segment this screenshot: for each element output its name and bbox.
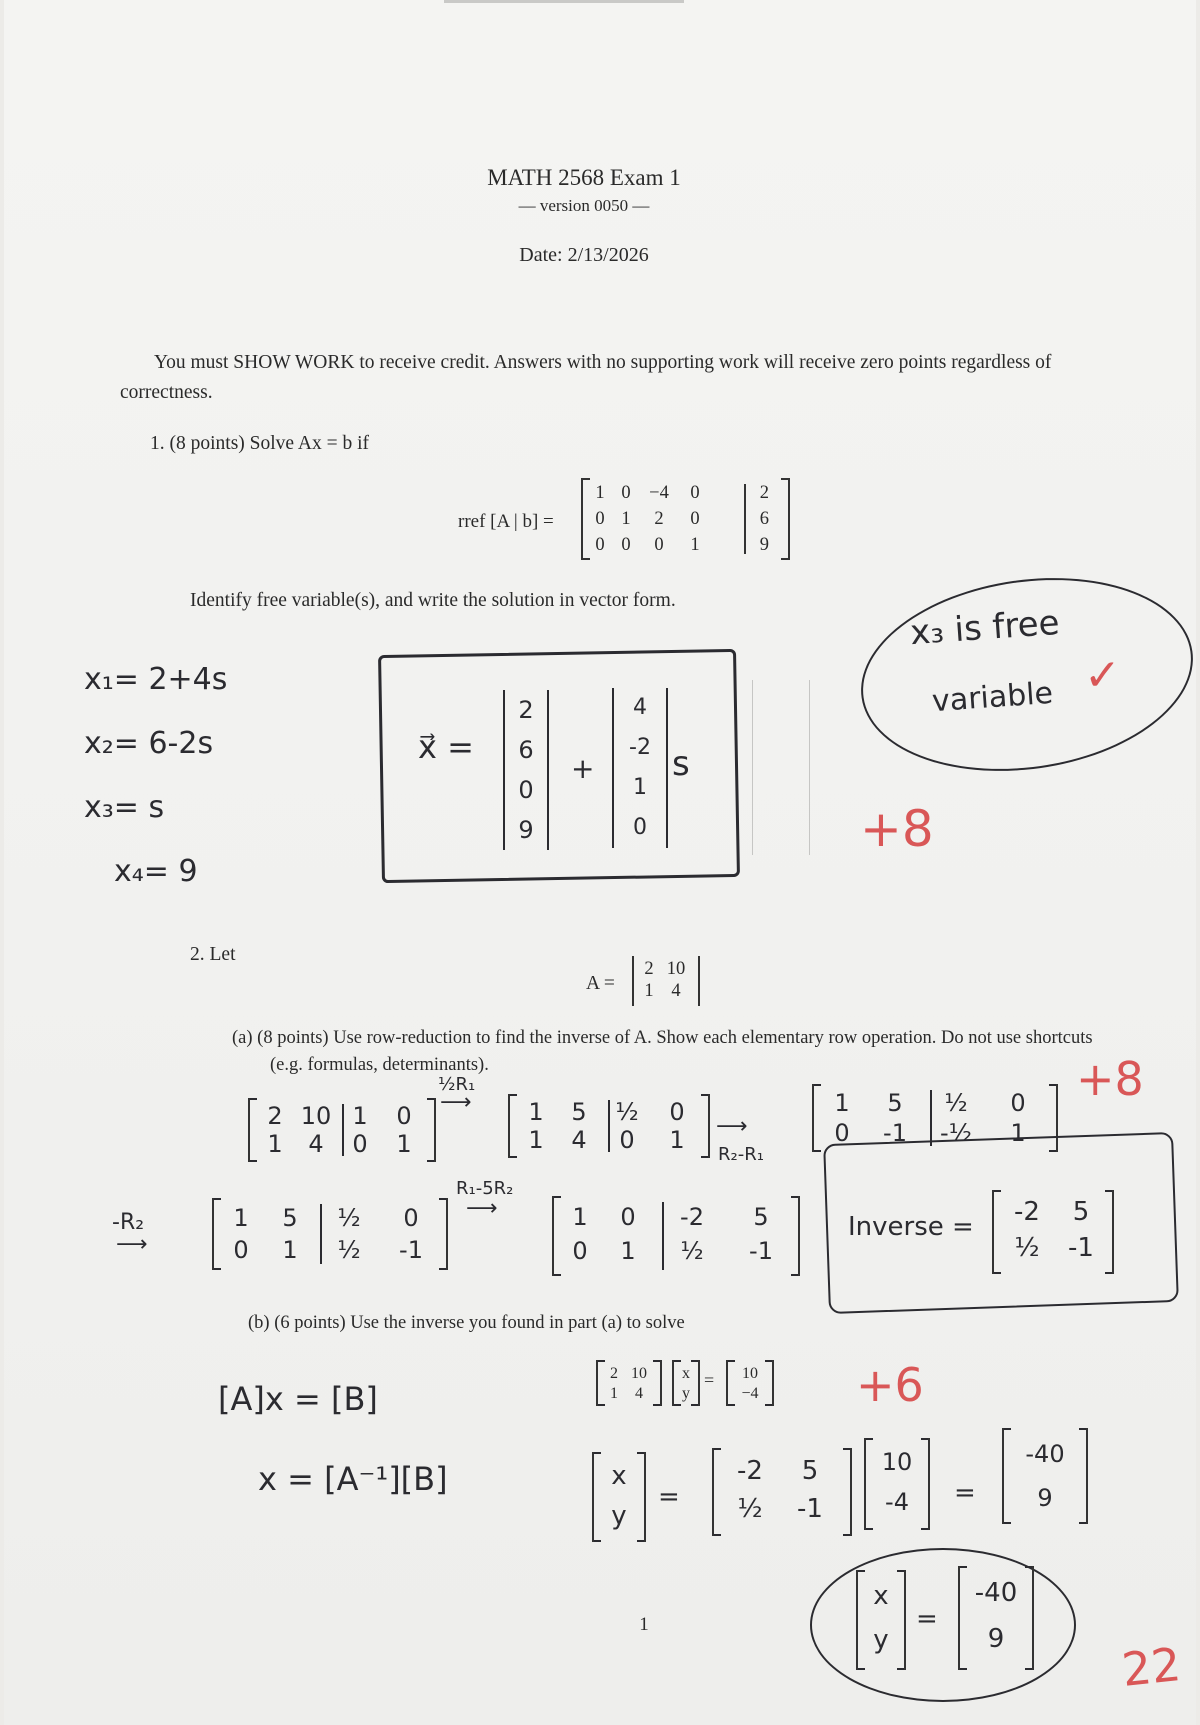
- matrix-cell: 4: [308, 1130, 324, 1158]
- equals-2: =: [954, 1478, 976, 1508]
- matrix-cell: y: [873, 1625, 889, 1655]
- bracket-cap: [897, 1668, 904, 1670]
- matrix-cell: 0: [403, 1204, 419, 1232]
- bracket-cap: [598, 1360, 605, 1362]
- bracket-cap: [594, 1540, 601, 1542]
- part-a-prompt: (a) (8 points) Use row-reduction to find the inverse of A. Show each elementary row operation. Do not use shortcuts (e.g. formulas, determinants).: [232, 1028, 1093, 1075]
- matrix-cell: y: [611, 1501, 627, 1531]
- bracket-cap: [960, 1566, 967, 1568]
- part-b-line-2: x = [A⁻¹][B]: [258, 1460, 448, 1498]
- free-var-note-2: variable: [930, 675, 1055, 720]
- matrix-cell: 1: [669, 1126, 685, 1154]
- rref-cell: 9: [759, 535, 769, 555]
- matrix-cell: -2: [1014, 1197, 1040, 1227]
- system-b-vector: [726, 1360, 774, 1406]
- bracket-cap: [1004, 1522, 1011, 1524]
- bracket-cap: [427, 1160, 434, 1162]
- inverse-matrix: [992, 1190, 1114, 1274]
- bracket-cap: [791, 1274, 798, 1276]
- bracket-cap: [994, 1272, 1001, 1274]
- matrix-cell: 1: [352, 1102, 368, 1130]
- bracket-cap: [510, 1156, 517, 1158]
- A-matrix: [632, 956, 700, 1006]
- matrix-cell: ½: [944, 1089, 968, 1117]
- exam-page: [4, 0, 1196, 1725]
- xy-vector: [592, 1452, 646, 1542]
- matrix-cell: ½: [680, 1237, 704, 1265]
- rref-cell: 0: [690, 483, 700, 503]
- bracket-cap: [728, 1360, 735, 1362]
- exam-title: MATH 2568 Exam 1: [487, 165, 681, 190]
- augment-bar: [320, 1204, 322, 1264]
- bracket-cap: [250, 1160, 257, 1162]
- vector-b: 4 -2 1 0: [612, 688, 668, 848]
- rref-cell: 0: [621, 535, 631, 555]
- matrix-step-4: [212, 1198, 448, 1270]
- matrix-cell: -1: [883, 1119, 907, 1147]
- matrix-cell: ½: [337, 1236, 361, 1264]
- matrix-cell: -2: [737, 1456, 763, 1486]
- matrix-cell: 10: [881, 1448, 913, 1476]
- bracket-cap: [1105, 1190, 1112, 1192]
- vector-plus: +: [571, 752, 595, 785]
- bracket-cap: [214, 1268, 221, 1270]
- matrix-cell: 0: [619, 1126, 635, 1154]
- bracket-cap: [843, 1534, 850, 1536]
- vector-a: 2 6 0 9: [503, 690, 549, 850]
- op-r2-minus-r1: R₂-R₁: [718, 1144, 764, 1165]
- q1-equations: [84, 648, 227, 904]
- check-mark-icon: ✓: [1084, 650, 1121, 701]
- bracket-cap: [674, 1404, 681, 1406]
- bracket-cap: [701, 1094, 708, 1096]
- matrix-cell: -40: [1025, 1440, 1065, 1468]
- system-equals: =: [704, 1370, 715, 1390]
- bracket-cap: [554, 1274, 561, 1276]
- matrix-step-5: [552, 1196, 800, 1276]
- equals-1: =: [658, 1482, 680, 1512]
- bracket-cap: [994, 1190, 1001, 1192]
- A-cell: 4: [671, 981, 681, 1001]
- system-A-matrix: [596, 1360, 662, 1406]
- matrix-cell: 4: [635, 1385, 643, 1402]
- bracket-cap: [691, 1360, 698, 1362]
- part-b-line-1: [A]x = [B]: [218, 1380, 378, 1418]
- bracket-cap: [858, 1668, 865, 1670]
- instructions: You must SHOW WORK to receive credit. Answers with no supporting work will receive zero points regardless of correctness.: [120, 352, 1052, 403]
- matrix-cell: 1: [233, 1204, 249, 1232]
- matrix-cell: -½: [940, 1119, 972, 1147]
- bracket-cap: [866, 1438, 873, 1440]
- vector-param: s: [672, 744, 690, 784]
- matrix-cell: -1: [1068, 1233, 1094, 1263]
- matrix-cell: x: [682, 1365, 690, 1382]
- matrix-cell: 10: [631, 1365, 647, 1382]
- bracket-cap: [701, 1156, 708, 1158]
- bracket-cap: [1004, 1428, 1011, 1430]
- inverse-times: [712, 1448, 852, 1536]
- bracket-cap: [1079, 1428, 1086, 1430]
- final-equals: =: [916, 1604, 938, 1634]
- matrix-cell: 2: [610, 1365, 618, 1382]
- matrix-cell: -4: [885, 1488, 909, 1516]
- matrix-cell: −4: [741, 1385, 759, 1402]
- matrix-cell: ½: [1014, 1233, 1040, 1263]
- augment-bar: [930, 1090, 932, 1146]
- bracket-cap: [1105, 1272, 1112, 1274]
- matrix-cell: 10: [742, 1365, 758, 1382]
- bracket-cap: [510, 1094, 517, 1096]
- op-half-r1: ½R₁: [438, 1074, 476, 1095]
- bracket-cap: [214, 1198, 221, 1200]
- bracket-cap: [960, 1668, 967, 1670]
- rref-cell: 0: [690, 509, 700, 529]
- arrow-1-icon: ⟶: [440, 1090, 472, 1115]
- rref-cell: 1: [595, 483, 605, 503]
- eq-x1: x₁= 2+4s: [84, 662, 228, 697]
- matrix-cell: 9: [1037, 1484, 1053, 1512]
- arrow-3-icon: ⟶: [116, 1232, 148, 1257]
- exam-version: — version 0050 —: [518, 196, 650, 215]
- rref-cell: −4: [649, 483, 669, 503]
- bracket-cap: [427, 1098, 434, 1100]
- bracket-cap: [814, 1084, 821, 1086]
- matrix-cell: 10: [300, 1102, 332, 1130]
- bracket-cap: [728, 1404, 735, 1406]
- matrix-cell: 0: [620, 1203, 636, 1231]
- part-b-score: +6: [856, 1358, 924, 1412]
- rref-cell: 0: [621, 483, 631, 503]
- bracket-cap: [814, 1150, 821, 1152]
- matrix-cell: x: [611, 1461, 627, 1491]
- vector-x-label: x⃗ =: [418, 728, 474, 766]
- q1-score: +8: [860, 800, 934, 858]
- matrix-cell: 5: [887, 1089, 903, 1117]
- bracket-cap: [250, 1098, 257, 1100]
- matrix-cell: 5: [801, 1456, 819, 1486]
- A-cell: 2: [644, 959, 654, 979]
- matrix-cell: 0: [352, 1130, 368, 1158]
- matrix-cell: 1: [620, 1237, 636, 1265]
- matrix-cell: 1: [834, 1089, 850, 1117]
- bracket-cap: [598, 1404, 605, 1406]
- bracket-cap: [1079, 1522, 1086, 1524]
- matrix-cell: 0: [396, 1102, 412, 1130]
- matrix-cell: x: [873, 1581, 889, 1611]
- rref-cell: 2: [759, 483, 769, 503]
- eq-x4: x₄= 9: [114, 854, 198, 889]
- matrix-cell: 9: [987, 1624, 1005, 1654]
- part-b-prompt: (b) (6 points) Use the inverse you found in part (a) to solve: [248, 1313, 685, 1333]
- arrow-4-icon: ⟶: [466, 1196, 498, 1221]
- augment-bar: [608, 1100, 610, 1152]
- matrix-cell: 5: [571, 1098, 587, 1126]
- matrix-cell: -1: [797, 1494, 823, 1524]
- bracket-cap: [1049, 1084, 1056, 1086]
- bracket-cap: [637, 1540, 644, 1542]
- final-result-vector: [958, 1566, 1034, 1670]
- erased-vector: [752, 680, 810, 855]
- free-variable-oval: [848, 558, 1196, 792]
- matrix-cell: 0: [834, 1119, 850, 1147]
- augment-bar: [342, 1104, 344, 1156]
- exam-date: Date: 2/13/2026: [519, 244, 649, 266]
- matrix-cell: ½: [737, 1494, 763, 1524]
- bracket-cap: [765, 1404, 772, 1406]
- bracket-cap: [897, 1570, 904, 1572]
- q2-label: 2. Let: [190, 944, 236, 965]
- matrix-cell: 1: [610, 1385, 618, 1402]
- matrix-cell: 4: [571, 1126, 587, 1154]
- op-r1-minus-5r2: R₁-5R₂: [456, 1178, 514, 1199]
- bracket-cap: [439, 1268, 446, 1270]
- matrix-step-1: [248, 1098, 436, 1162]
- bracket-cap: [858, 1570, 865, 1572]
- matrix-step-2: [508, 1094, 710, 1158]
- matrix-cell: 0: [669, 1098, 685, 1126]
- rref-cell: 0: [654, 535, 664, 555]
- final-xy-vector: [856, 1570, 906, 1670]
- bracket-cap: [1025, 1566, 1032, 1568]
- bracket-cap: [653, 1360, 660, 1362]
- result-vector: [1002, 1428, 1088, 1524]
- rref-cell: 0: [595, 535, 605, 555]
- A-label: A =: [586, 973, 615, 994]
- eq-x2: x₂= 6-2s: [84, 726, 214, 761]
- free-var-note-1: x₃ is free: [908, 602, 1061, 654]
- matrix-cell: -2: [680, 1203, 704, 1231]
- b-vector: [864, 1438, 930, 1530]
- matrix-cell: 1: [1010, 1119, 1026, 1147]
- op-neg-r2: -R₂: [112, 1210, 145, 1235]
- matrix-cell: -1: [749, 1237, 773, 1265]
- rref-cell: 6: [759, 509, 769, 529]
- q1-label: 1. (8 points) Solve Ax = b if: [150, 433, 369, 454]
- matrix-cell: 1: [528, 1126, 544, 1154]
- A-cell: 1: [644, 981, 654, 1001]
- matrix-cell: 5: [753, 1203, 769, 1231]
- matrix-cell: 1: [572, 1203, 588, 1231]
- rref-cell: 0: [595, 509, 605, 529]
- bracket-cap: [637, 1452, 644, 1454]
- part-a-score: +8: [1076, 1052, 1144, 1106]
- matrix-cell: 1: [396, 1130, 412, 1158]
- matrix-cell: -40: [974, 1578, 1018, 1608]
- bracket-cap: [765, 1360, 772, 1362]
- final-answer-oval: [810, 1548, 1076, 1702]
- rref-label: rref [A | b] =: [458, 511, 554, 532]
- scan-artifact: [444, 0, 684, 3]
- matrix-cell: 5: [282, 1204, 298, 1232]
- inverse-label: Inverse =: [848, 1212, 974, 1242]
- bracket-cap: [921, 1528, 928, 1530]
- total-score: 22: [1119, 1637, 1184, 1697]
- matrix-cell: 2: [267, 1102, 283, 1130]
- matrix-cell: -1: [399, 1236, 423, 1264]
- eq-x3: x₃= s: [84, 790, 165, 825]
- A-cell: 10: [666, 959, 686, 979]
- matrix-cell: y: [682, 1385, 690, 1402]
- bracket-cap: [791, 1196, 798, 1198]
- augment-bar: [662, 1202, 664, 1270]
- bracket-cap: [866, 1528, 873, 1530]
- bracket-cap: [594, 1452, 601, 1454]
- system-x-vector: [672, 1360, 700, 1406]
- bracket-cap: [714, 1448, 721, 1450]
- matrix-cell: ½: [615, 1098, 639, 1126]
- bracket-cap: [714, 1534, 721, 1536]
- bracket-cap: [691, 1404, 698, 1406]
- matrix-cell: 0: [233, 1236, 249, 1264]
- matrix-cell: 1: [528, 1098, 544, 1126]
- bracket-cap: [439, 1198, 446, 1200]
- arrow-2-icon: ⟶: [716, 1114, 748, 1139]
- bracket-cap: [1025, 1668, 1032, 1670]
- bracket-cap: [843, 1448, 850, 1450]
- rref-cell: 1: [621, 509, 631, 529]
- q1-prompt: Identify free variable(s), and write the solution in vector form.: [190, 590, 676, 611]
- rref-matrix: [581, 478, 790, 560]
- rref-cell: 1: [690, 535, 700, 555]
- bracket-cap: [554, 1196, 561, 1198]
- page-number: 1: [639, 1614, 649, 1635]
- bracket-cap: [653, 1404, 660, 1406]
- matrix-cell: 1: [267, 1130, 283, 1158]
- matrix-cell: 0: [572, 1237, 588, 1265]
- bracket-cap: [921, 1438, 928, 1440]
- bracket-cap: [674, 1360, 681, 1362]
- matrix-cell: 1: [282, 1236, 298, 1264]
- matrix-cell: 0: [1010, 1089, 1026, 1117]
- matrix-cell: 5: [1072, 1197, 1090, 1227]
- matrix-cell: ½: [337, 1204, 361, 1232]
- rref-cell: 2: [654, 509, 664, 529]
